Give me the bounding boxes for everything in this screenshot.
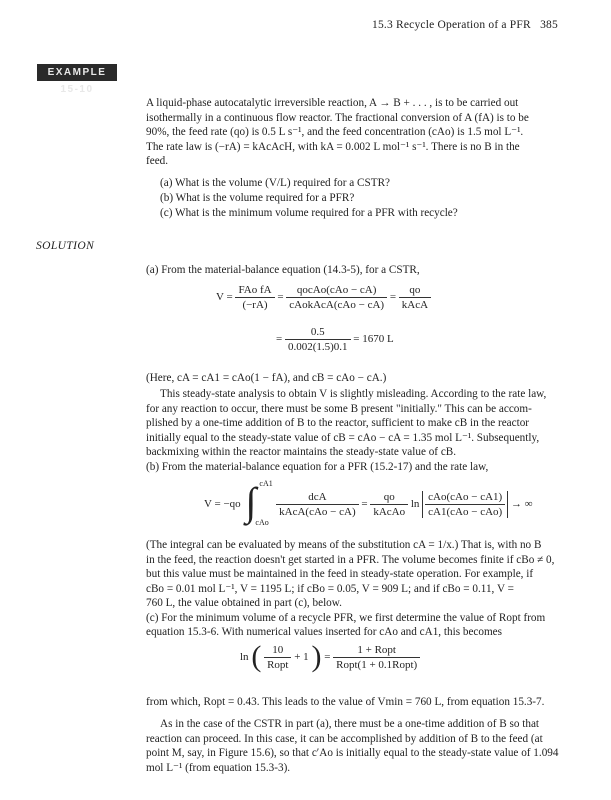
plus-one: + 1: [294, 651, 309, 663]
text-line: 90%, the feed rate (qo) is 0.5 L s⁻¹, and the feed concentration (cAo) is 1.5 mol L⁻¹.: [146, 126, 524, 138]
numerator: FAo fA: [235, 284, 274, 298]
text-line: This steady-state analysis to obtain V is slightly misleading. According to the rate law,: [160, 388, 547, 400]
denominator: Ropt: [267, 658, 289, 671]
eq-lhs: V = −qo: [204, 498, 241, 510]
text-line: (The integral can be evaluated by means of the substitution cA = 1/x.) That is, with no B: [146, 539, 542, 551]
paragraph-final: [146, 717, 586, 775]
here-note: (Here, cA = cA1 = cAo(1 − fA), and cB = cAo − cA.): [146, 372, 387, 384]
solution-label: SOLUTION: [36, 240, 95, 252]
denominator: Ropt(1 + 0.1Ropt): [336, 658, 418, 671]
paren-open: (: [251, 640, 262, 673]
paragraph-b: [146, 538, 586, 640]
denominator: kAcA: [401, 299, 429, 311]
text-line: equation 15.3-6. With numerical values inserted for cAo and cA1, this becomes: [146, 626, 502, 638]
eq-result: → ∞: [510, 498, 533, 510]
fraction: [370, 491, 408, 518]
equation-cstr-result: = $\frac{0.5}{0.002(1.5)0.1}$ = 1670 L: [276, 326, 394, 353]
fraction: [285, 326, 351, 353]
text-line: The rate law is (−rA) = kAcAcH, with kA = 0.002 L mol⁻¹ s⁻¹. There is no B in the: [146, 140, 520, 153]
denominator: (−rA): [242, 299, 268, 311]
integral: [243, 479, 273, 527]
text-line: (b) From the material-balance equation for a PFR (15.2-17) and the rate law,: [146, 460, 489, 473]
paren-close: ): [311, 640, 322, 673]
equation-optimal-recycle: [240, 640, 420, 674]
equation-cstr-volume: V = $\frac{\text{FAo fA}}{(-rA)}$ = $\frac{\text{qocAo(cAo − cA)}}{\text{cAokAcA(cAo − cA)}}$ = $\frac{qo}{\text{kAcA}}$: [216, 284, 431, 311]
text-line: A liquid-phase autocatalytic irreversible reaction, A → B + . . . , is to be carried out: [146, 97, 519, 109]
paragraph-a: [146, 387, 586, 474]
integral-sign-icon: ∫: [245, 479, 257, 524]
lower-limit: cAo: [255, 518, 269, 527]
denominator: cA1(cAo − cAo): [428, 505, 503, 518]
text-line: in the feed, the reaction doesn't get started in a PFR. The volume becomes finite if cBo ≠ 0,: [146, 553, 555, 566]
text-line: for any reaction to occur, there must be some B present "initially." This can be accom-: [146, 402, 532, 415]
text-line: reaction can proceed. In this case, it can be accomplished by addition of B to the feed (at: [146, 732, 543, 745]
question-list: [160, 176, 580, 221]
text-line: cBo = 0.01 mol L⁻¹, V = 1195 L; if cBo = 0.05, V = 909 L; and if cBo = 0.11, V =: [146, 582, 514, 595]
text-line: As in the case of the CSTR in part (a), there must be a one-time addition of B so that: [160, 718, 540, 730]
section-title: 15.3 Recycle Operation of a PFR: [372, 19, 531, 31]
ln-operator: ln: [410, 498, 420, 510]
fraction: [264, 644, 291, 671]
page-number: 385: [540, 19, 558, 31]
text-line: plished by a one-time addition of B to the reactor, sufficient to make cB in the reactor: [146, 417, 530, 429]
question-c: (c) What is the minimum volume required for a PFR with recycle?: [160, 207, 458, 219]
fraction: [425, 491, 505, 518]
text-line: from which, Ropt = 0.43. This leads to the value of Vmin = 760 L, from equation 15.3-7.: [146, 696, 545, 708]
denominator: cAokAcA(cAo − cA): [289, 299, 385, 311]
eq-sign: =: [324, 651, 331, 663]
fraction: [333, 644, 420, 671]
text-line: isothermally in a continuous flow reactor. The fractional conversion of A (fA) is to be: [146, 111, 529, 124]
numerator: 0.5: [285, 326, 351, 340]
bracket-group: [422, 491, 508, 518]
question-b: (b) What is the volume required for a PFR?: [160, 192, 355, 204]
text-line: mol L⁻¹ (from equation 15.3-3).: [146, 761, 291, 774]
problem-statement: [146, 96, 576, 169]
paragraph-c: [146, 695, 586, 710]
fraction: [399, 284, 431, 311]
denominator: kAcAo: [373, 505, 406, 518]
question-a: (a) What is the volume (V/L) required for a CSTR?: [160, 177, 390, 189]
numerator: cAo(cAo − cA1): [425, 491, 505, 505]
numerator: qo: [370, 491, 408, 505]
denominator: kAcA(cAo − cA): [279, 505, 356, 518]
eq-sign: =: [361, 498, 368, 510]
fraction: [276, 491, 358, 518]
eq-lhs: V =: [216, 291, 233, 304]
part-a-intro: (a) From the material-balance equation (14.3-5), for a CSTR,: [146, 264, 420, 276]
numerator: 10: [264, 644, 291, 658]
text-line: 760 L, the value obtained in part (c), below.: [146, 597, 342, 609]
text-line: initially equal to the steady-state value of cB = cAo − cA = 1.35 mol L⁻¹. Subsequently,: [146, 431, 540, 444]
running-header: [372, 19, 558, 31]
numerator: 1 + Ropt: [333, 644, 420, 658]
text-line: but this value must be maintained in the feed in steady-state operation. For example, if: [146, 568, 534, 580]
text-line: feed.: [146, 155, 169, 167]
numerator: qocAo(cAo − cA): [286, 284, 387, 298]
denominator: 0.002(1.5)0.1: [287, 341, 348, 353]
text-line: point M, say, in Figure 15.6), so that c′Ao is initially equal to the steady-state value of 1.094: [146, 747, 559, 759]
fraction: [235, 284, 274, 311]
example-badge: EXAMPLE 15-10: [37, 64, 117, 81]
upper-limit: cA1: [259, 479, 273, 488]
numerator: dcA: [276, 491, 358, 505]
numerator: qo: [399, 284, 431, 298]
text-line: backmixing within the reactor maintains the steady-state value of cB.: [146, 446, 457, 458]
fraction: [286, 284, 387, 311]
ln-operator: ln: [240, 651, 249, 663]
equation-pfr-volume: [204, 479, 533, 527]
eq-result: = 1670 L: [353, 333, 394, 346]
text-line: (c) For the minimum volume of a recycle PFR, we first determine the value of Ropt from: [146, 611, 546, 624]
